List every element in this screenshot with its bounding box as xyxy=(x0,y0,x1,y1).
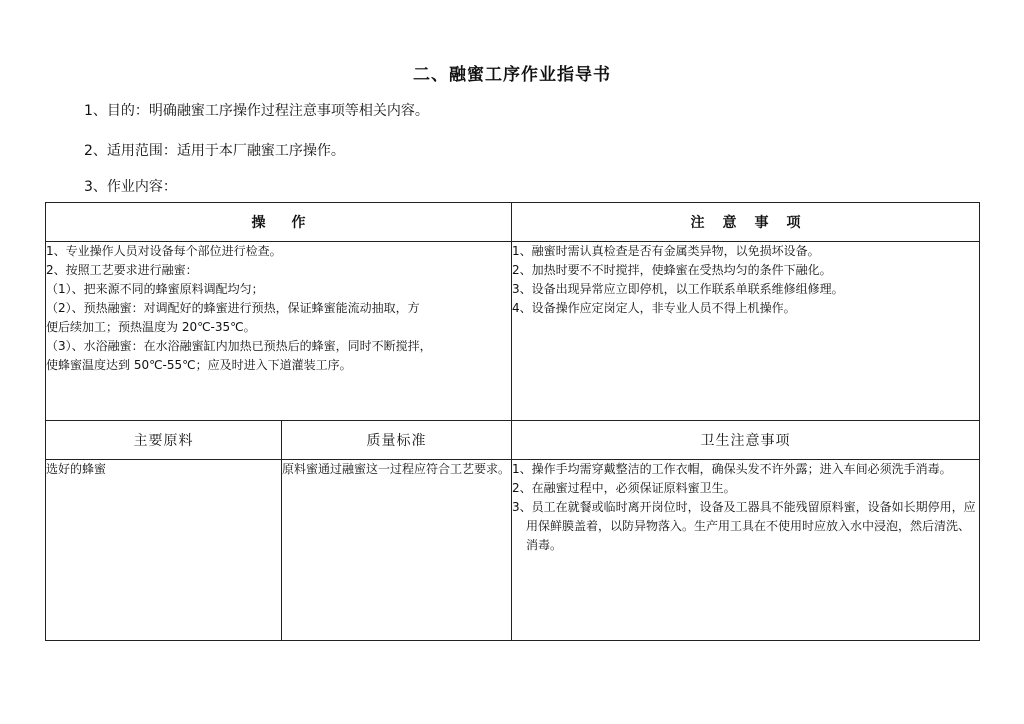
operation-line: 使蜂蜜温度达到 50℃-55℃；应及时进入下道灌装工序。 xyxy=(46,358,352,372)
operation-line: （1）、把来源不同的蜂蜜原料调配均匀； xyxy=(46,282,264,296)
notes-header: 注意事项 xyxy=(512,203,980,242)
operation-content xyxy=(46,242,512,421)
notes-line: 1、融蜜时需认真检查是否有金属类异物，以免损坏设备。 xyxy=(512,244,820,258)
notes-line: 4、设备操作应定岗定人，非专业人员不得上机操作。 xyxy=(512,301,796,315)
hygiene-item: 3、员工在就餐或临时离开岗位时，设备及工器具不能残留原料蜜，设备如长期停用，应用保鲜膜盖着，以防异物落入。生产用工具在不使用时应放入水中浸泡，然后清洗、消毒。 xyxy=(512,500,976,552)
content-heading: 3、作业内容： xyxy=(84,179,177,195)
operation-line: 1、专业操作人员对设备每个部位进行检查。 xyxy=(46,244,282,258)
quality-content xyxy=(282,460,512,641)
material-header: 主要原料 xyxy=(46,421,282,460)
operation-line: （3）、水浴融蜜：在水浴融蜜缸内加热已预热后的蜂蜜，同时不断搅拌， xyxy=(46,339,432,353)
hygiene-item: 2、在融蜜过程中，必须保证原料蜜卫生。 xyxy=(512,481,736,495)
purpose-paragraph: 1、目的：明确融蜜工序操作过程注意事项等相关内容。 xyxy=(84,103,429,119)
material-text: 选好的蜂蜜 xyxy=(46,462,107,476)
hygiene-header: 卫生注意事项 xyxy=(512,421,980,460)
material-content xyxy=(46,460,282,641)
notes-line: 2、加热时要不不时搅拌，使蜂蜜在受热均匀的条件下融化。 xyxy=(512,263,832,277)
page-title: 二、融蜜工序作业指导书 xyxy=(413,65,611,85)
operation-line: 便后续加工；预热温度为 20℃-35℃。 xyxy=(46,320,256,334)
operation-line: （2）、预热融蜜：对调配好的蜂蜜进行预热，保证蜂蜜能流动抽取，方 xyxy=(46,301,420,315)
quality-header: 质量标准 xyxy=(282,421,512,460)
hygiene-content xyxy=(512,460,980,641)
operation-header: 操作 xyxy=(46,203,512,242)
scope-paragraph: 2、适用范围：适用于本厂融蜜工序操作。 xyxy=(84,143,345,159)
work-instruction-table xyxy=(45,202,980,641)
quality-text: 原料蜜通过融蜜这一过程应符合工艺要求。 xyxy=(282,462,511,476)
operation-line: 2、按照工艺要求进行融蜜： xyxy=(46,263,198,277)
notes-content xyxy=(512,242,980,421)
hygiene-item: 1、操作手均需穿戴整洁的工作衣帽，确保头发不许外露；进入车间必须洗手消毒。 xyxy=(512,462,952,476)
notes-line: 3、设备出现异常应立即停机，以工作联系单联系维修组修理。 xyxy=(512,282,844,296)
